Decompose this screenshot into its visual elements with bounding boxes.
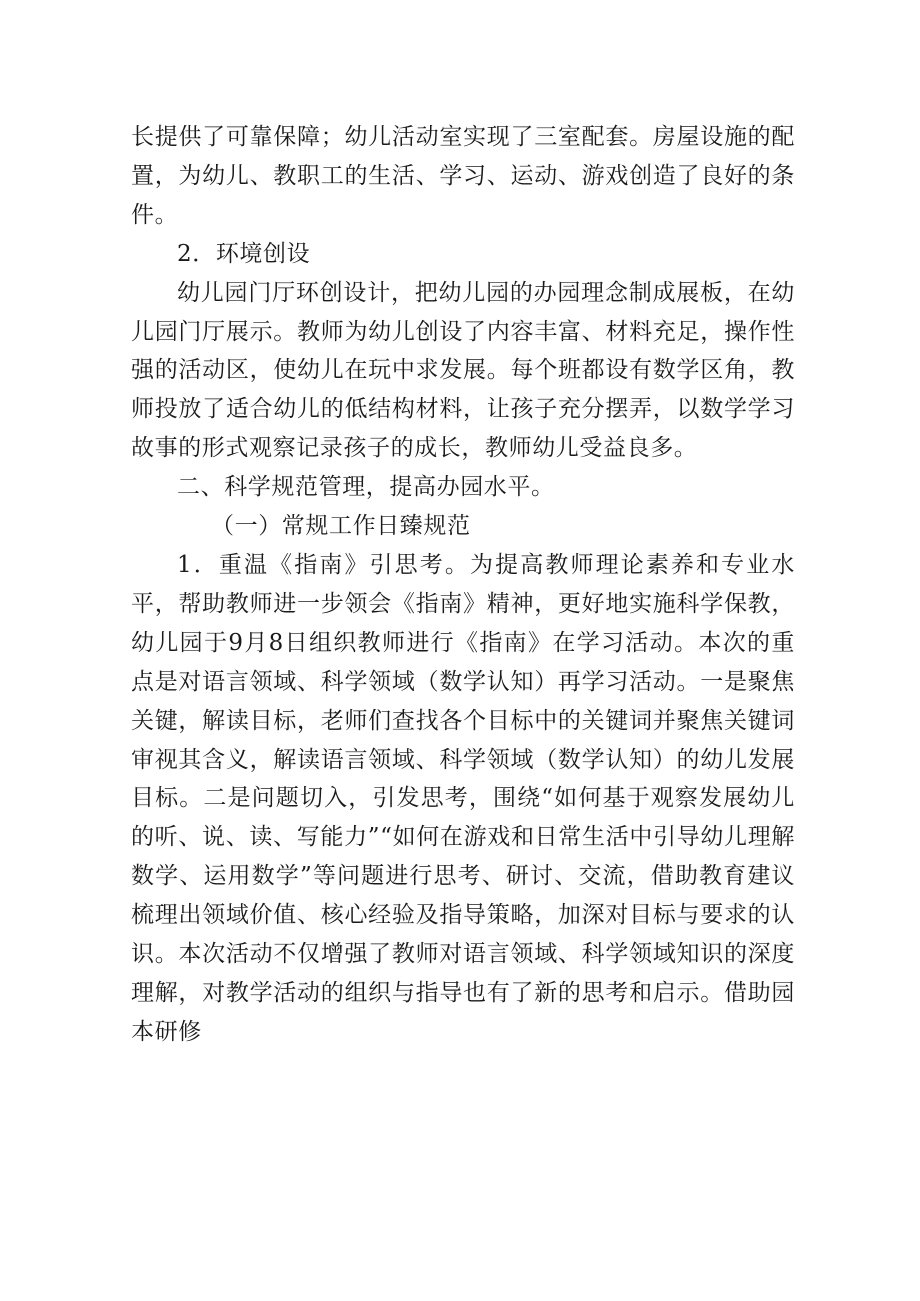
heading-environment-creation: 2．环境创设 — [177, 240, 311, 267]
section-heading-management: 二、科学规范管理，提高办园水平。 — [177, 474, 555, 501]
paragraph-environment-creation: 幼儿园门厅环创设计，把幼儿园的办园理念制成展板，在幼儿园门厅展示。教师为幼儿创设了内容丰富、材料充足，操作性强的活动区，使幼儿在玩中求发展。每个班都设有数学区角，教师投放了适合幼儿的低结构材料，让孩子充分摆弄，以数学学习故事的形式观察记录孩子的成长，教师幼儿受益良多。 — [131, 279, 795, 462]
paragraph-guide-study: 1．重温《指南》引思考。为提高教师理论素养和专业水平，帮助教师进一步领会《指南》精神，更好地实施科学保教，幼儿园于9月8日组织教师进行《指南》在学习活动。本次的重点是对语言领域、科学领域（数学认知）再学习活动。一是聚焦关键，解读目标，老师们查找各个目标中的关键词并聚焦关键词审视其含义，解读语言领域、科学领域（数学认知）的幼儿发展目标。二是问题切入，引发思考，围绕“如何基于观察发展幼儿的听、说、读、写能力”“如何在游戏和日常生活中引导幼儿理解数学、运用数学”等问题进行思考、研讨、交流，借助教育建议梳理出领域价值、核心经验及指导策略，加深对目标与要求的认识。本次活动不仅增强了教师对语言领域、科学领域知识的深度理解，对教学活动的组织与指导也有了新的思考和启示。借助园本研修 — [131, 551, 795, 1045]
paragraph-facilities-continued: 长提供了可靠保障；幼儿活动室实现了三室配套。房屋设施的配置，为幼儿、教职工的生活、学习、运动、游戏创造了良好的条件。 — [131, 124, 795, 228]
subsection-heading-routine-work: （一）常规工作日臻规范 — [211, 513, 471, 540]
document-body — [131, 118, 795, 1052]
